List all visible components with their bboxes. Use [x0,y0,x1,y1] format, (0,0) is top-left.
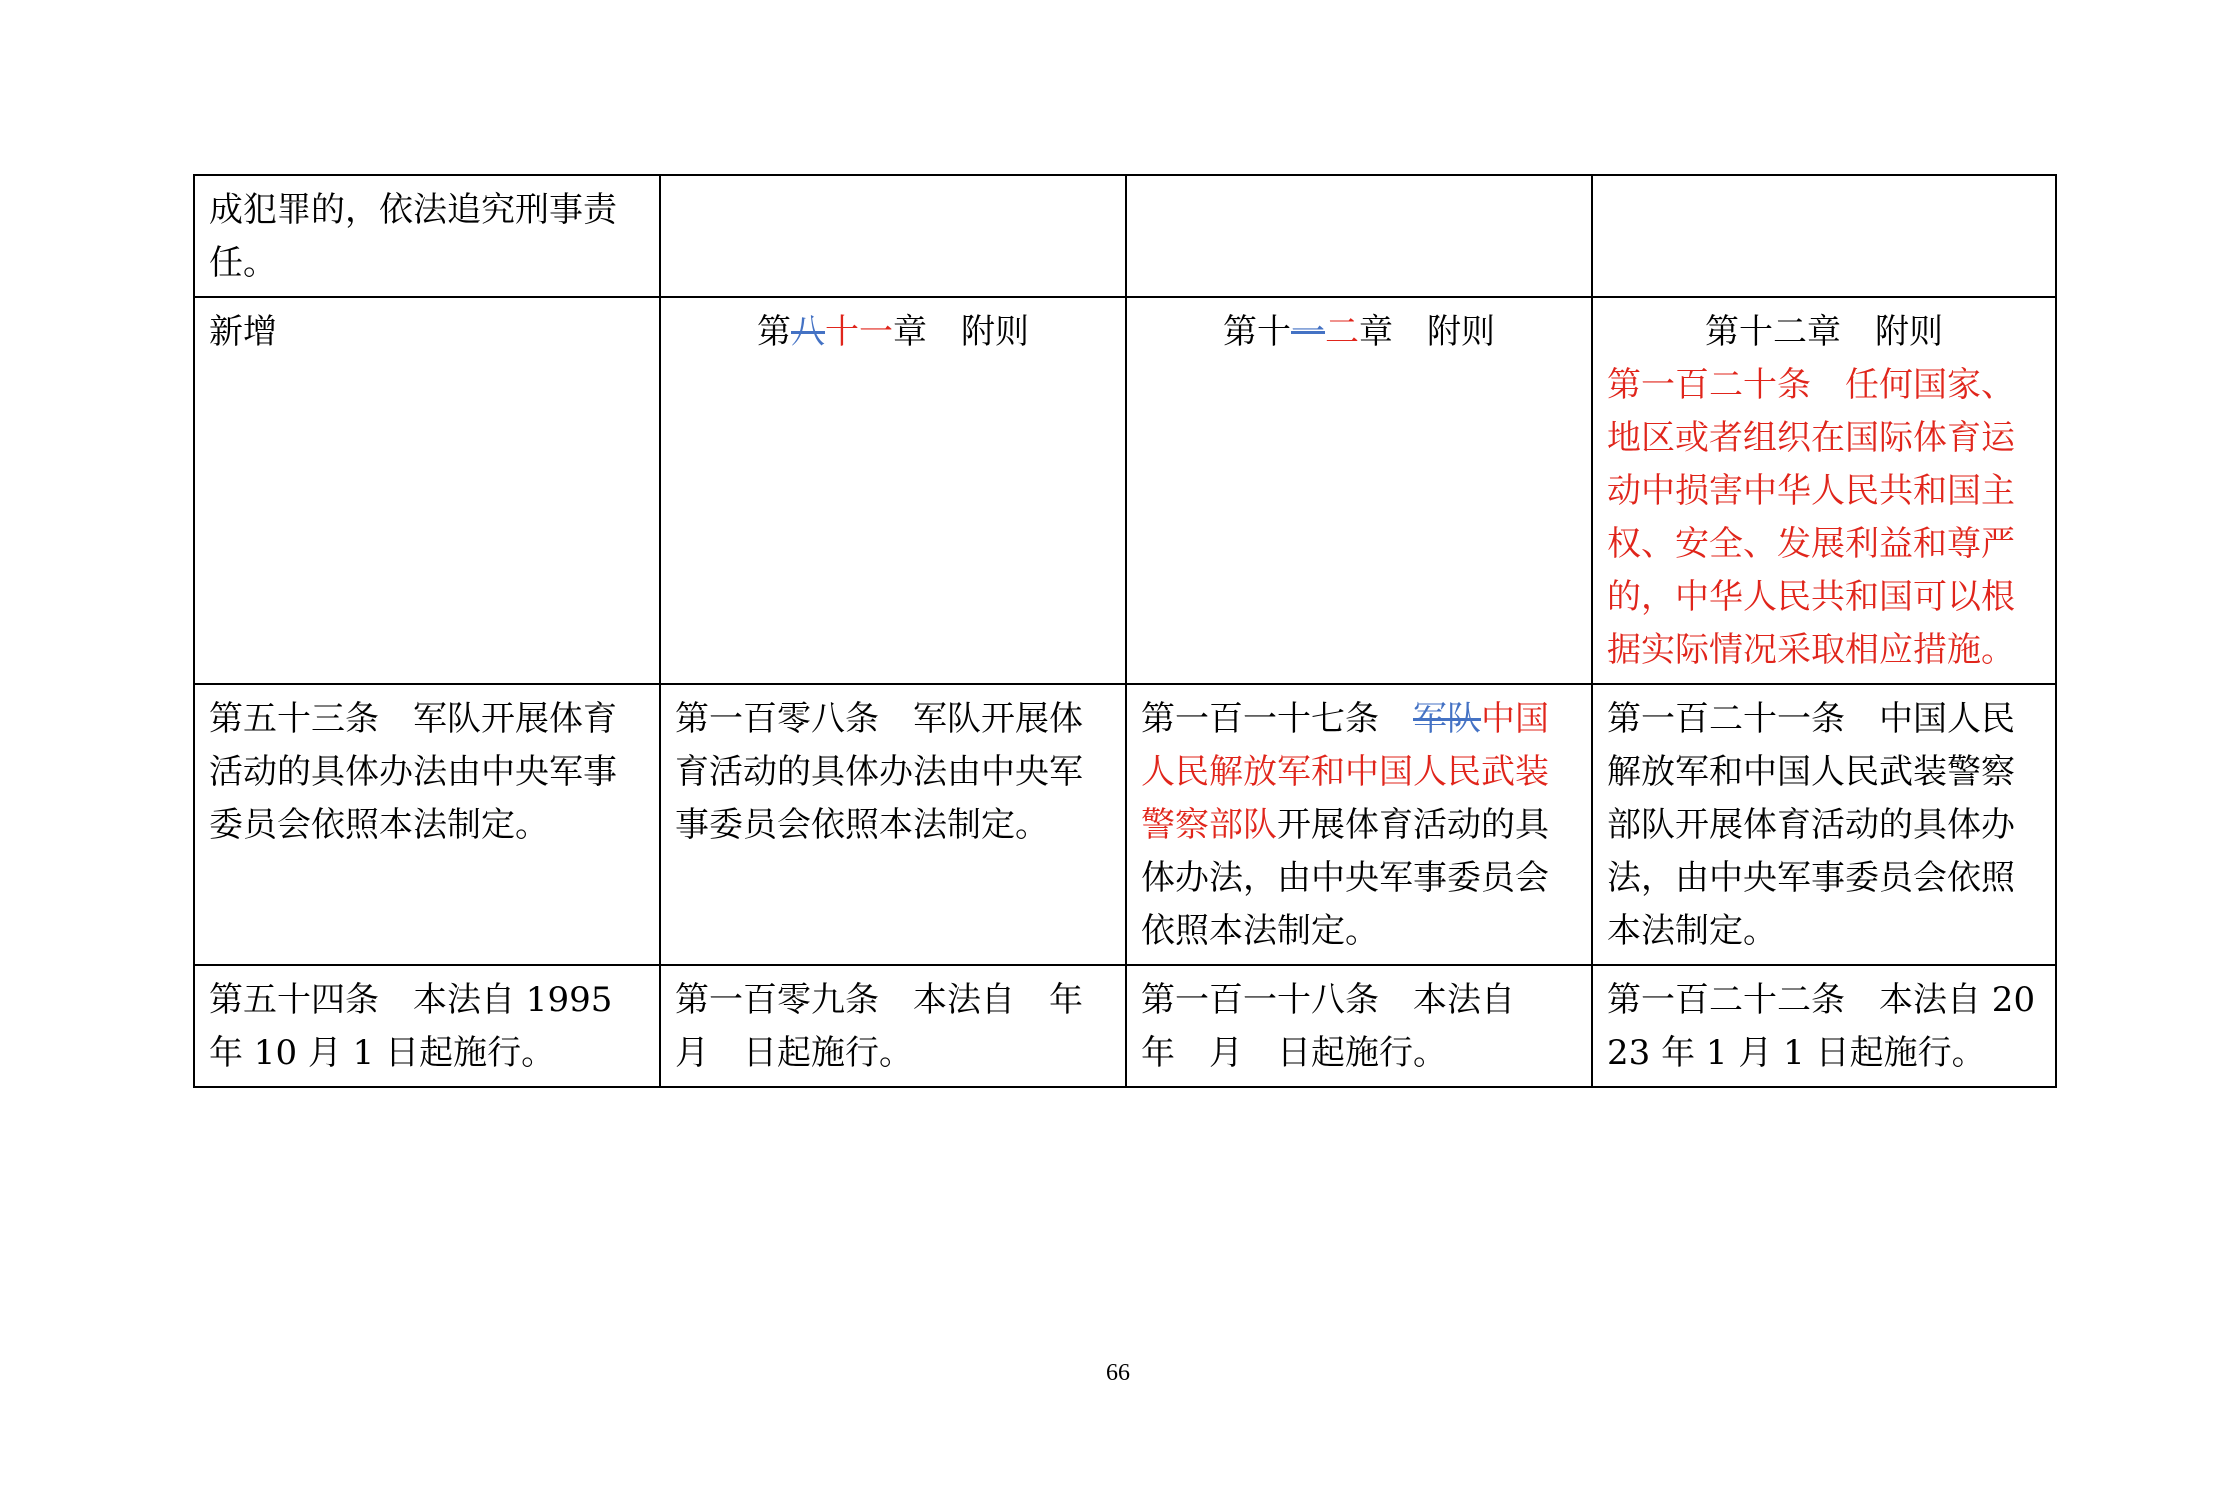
inserted-text: 第一百二十条 任何国家、地区或者组织在国际体育运动中损害中华人民共和国主权、安全、发展利益和尊严的，中华人民共和国可以根据实际情况采取相应措施。 [1607,365,2015,670]
inserted-text: 中国人民解放军和中国人民武装警察部队 [1141,699,1549,845]
table-row [194,684,2056,965]
chapter-heading: 第十二章 附则 [1705,312,1943,352]
table-cell-original: 新增 [194,297,660,684]
law-comparison-table [193,174,2057,1088]
page-number: 66 [1106,1360,1130,1386]
text-run: 第 [757,312,791,352]
table-cell-second-draft: 第一百一十八条 本法自 年 月 日起施行。 [1126,965,1592,1087]
table-cell-second-draft [1126,684,1592,965]
table-cell-original: 第五十三条 军队开展体育活动的具体办法由中央军事委员会依照本法制定。 [194,684,660,965]
table-cell-original: 成犯罪的，依法追究刑事责任。 [194,175,660,297]
table-row [194,175,2056,297]
text-run: 章 附则 [1359,312,1495,352]
text-run: 第一百一十七条 [1141,699,1413,739]
table-row [194,965,2056,1087]
table-cell-final: 第一百二十一条 中国人民解放军和中国人民武装警察部队开展体育活动的具体办法，由中央军事委员会依照本法制定。 [1592,684,2056,965]
table-cell-original: 第五十四条 本法自 1995 年 10 月 1 日起施行。 [194,965,660,1087]
text-run: 章 附则 [893,312,1029,352]
deleted-text: 一 [1291,312,1325,352]
chapter-heading [675,306,1111,359]
table-cell-draft: 第一百零八条 军队开展体育活动的具体办法由中央军事委员会依照本法制定。 [660,684,1126,965]
deleted-text: 军队 [1413,699,1481,739]
table-cell-final [1592,297,2056,684]
table-cell-draft [660,297,1126,684]
text-run: 开展体育活动的具体办法，由中央军事委员会依照本法制定。 [1141,805,1549,951]
table-cell-draft: 第一百零九条 本法自 年 月 日起施行。 [660,965,1126,1087]
table-cell-final: 第一百二十二条 本法自 2023 年 1 月 1 日起施行。 [1592,965,2056,1087]
table-row [194,297,2056,684]
deleted-text: 八 [791,312,825,352]
chapter-heading [1141,306,1577,359]
table-cell-second-draft [1126,175,1592,297]
inserted-text: 十一 [825,312,893,352]
inserted-text: 二 [1325,312,1359,352]
table-cell-final [1592,175,2056,297]
text-run: 第十 [1223,312,1291,352]
table-cell-second-draft [1126,297,1592,684]
table-cell-draft [660,175,1126,297]
